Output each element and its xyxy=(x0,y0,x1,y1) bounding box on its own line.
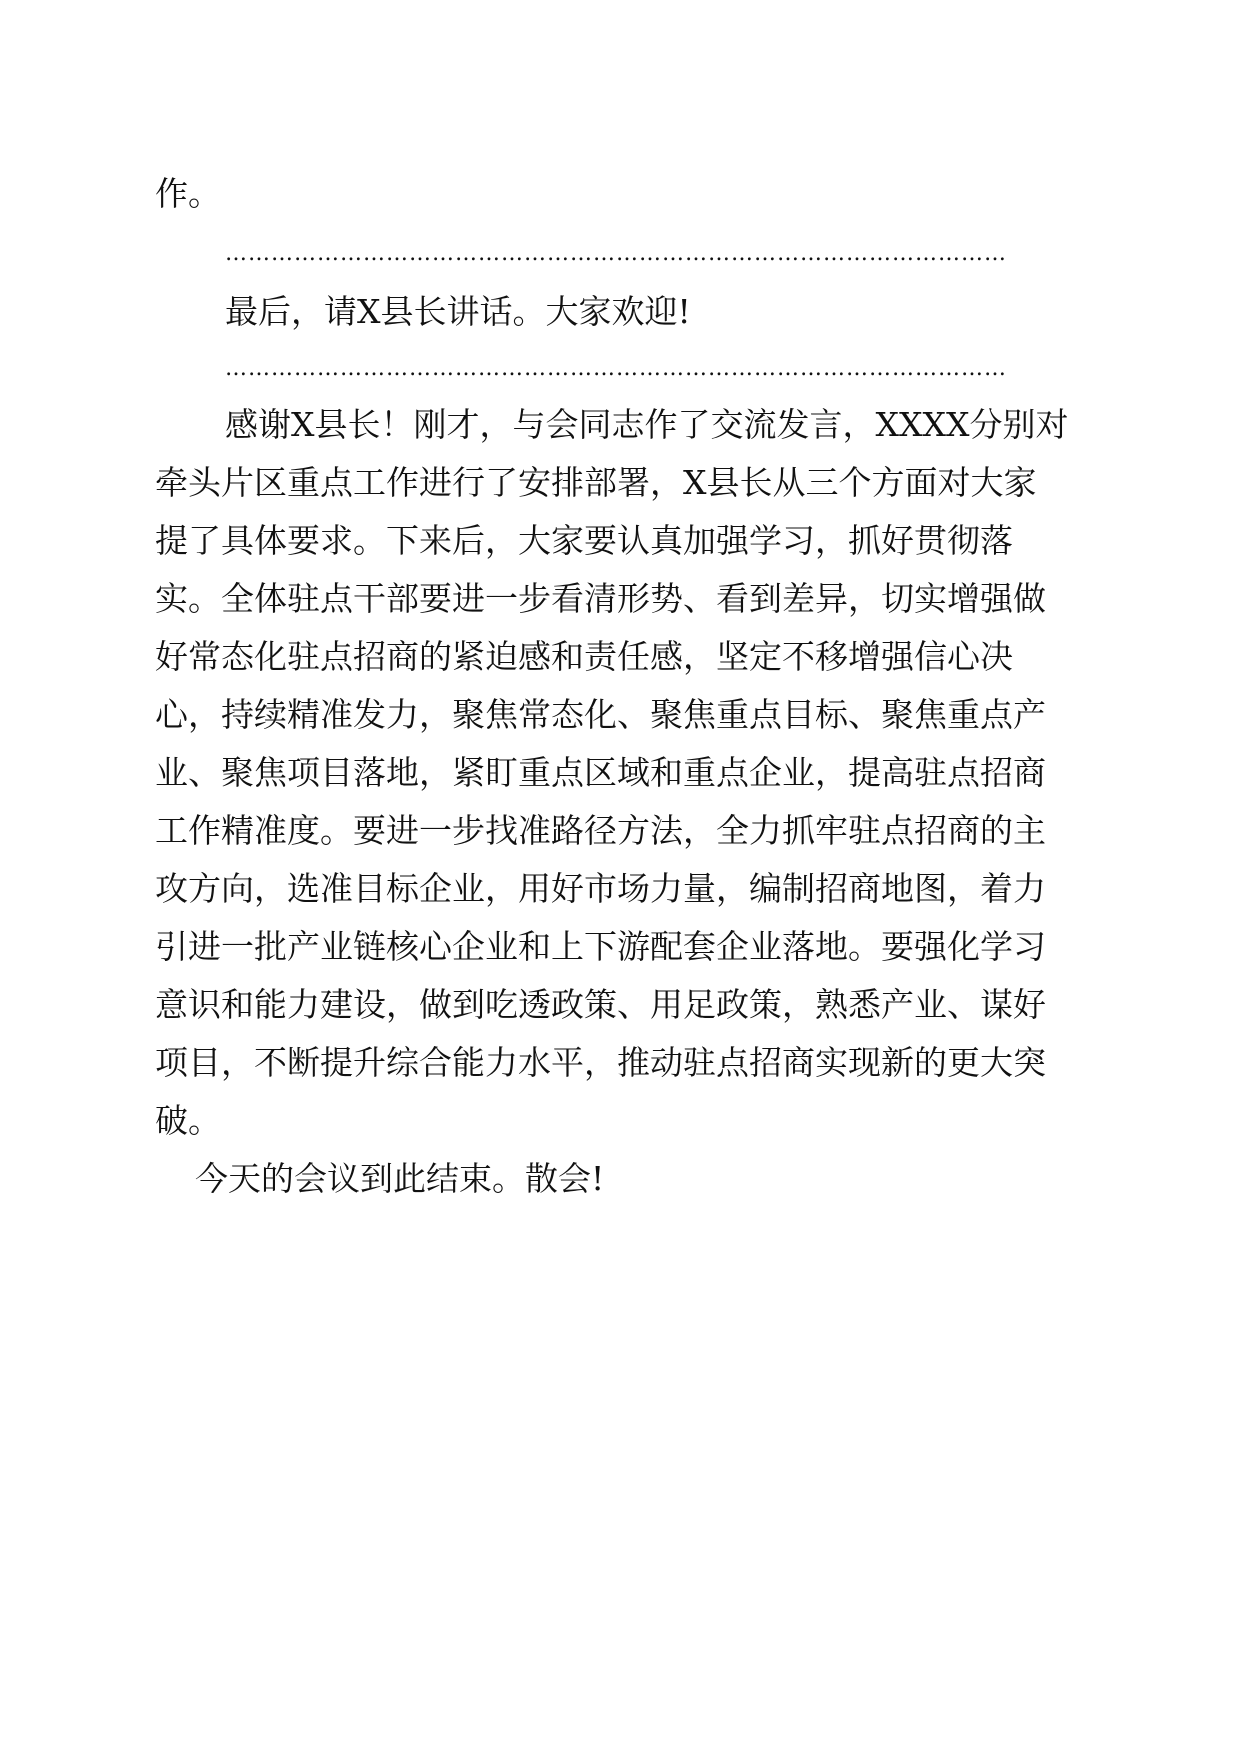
text-line: 意识和能力建设，做到吃透政策、用足政策，熟悉产业、谋好 xyxy=(155,985,1046,1024)
text-line: 业、聚焦项目落地，紧盯重点区域和重点企业，提高驻点招商 xyxy=(155,753,1046,792)
text-line: 今天的会议到此结束。散会! xyxy=(195,1159,605,1198)
text-line: 项目，不断提升综合能力水平，推动驻点招商实现新的更大突 xyxy=(155,1043,1046,1082)
text-line: 攻方向，选准目标企业，用好市场力量，编制招商地图，着力 xyxy=(155,869,1046,908)
text-line: 提了具体要求。下来后，大家要认真加强学习，抓好贯彻落 xyxy=(155,521,1013,560)
ellipsis-line: ………………………………………………………………………………………… xyxy=(225,241,1007,266)
text-line: 工作精准度。要进一步找准路径方法，全力抓牢驻点招商的主 xyxy=(155,811,1046,850)
text-line: 实。全体驻点干部要进一步看清形势、看到差异，切实增强做 xyxy=(155,579,1046,618)
text-line: 牵头片区重点工作进行了安排部署，X县长从三个方面对大家 xyxy=(155,463,1037,502)
text-line: 好常态化驻点招商的紧迫感和责任感，坚定不移增强信心决 xyxy=(155,637,1013,676)
text-line: 作。 xyxy=(155,174,221,213)
text-line: 感谢X县长！刚才，与会同志作了交流发言，XXXX分别对 xyxy=(225,405,1069,444)
text-line: 破。 xyxy=(155,1101,221,1140)
ellipsis-line: ………………………………………………………………………………………… xyxy=(225,356,1007,381)
text-line: 心，持续精准发力，聚焦常态化、聚焦重点目标、聚焦重点产 xyxy=(155,695,1046,734)
text-line: 最后，请X县长讲话。大家欢迎! xyxy=(225,292,691,331)
text-line: 引进一批产业链核心企业和上下游配套企业落地。要强化学习 xyxy=(155,927,1046,966)
